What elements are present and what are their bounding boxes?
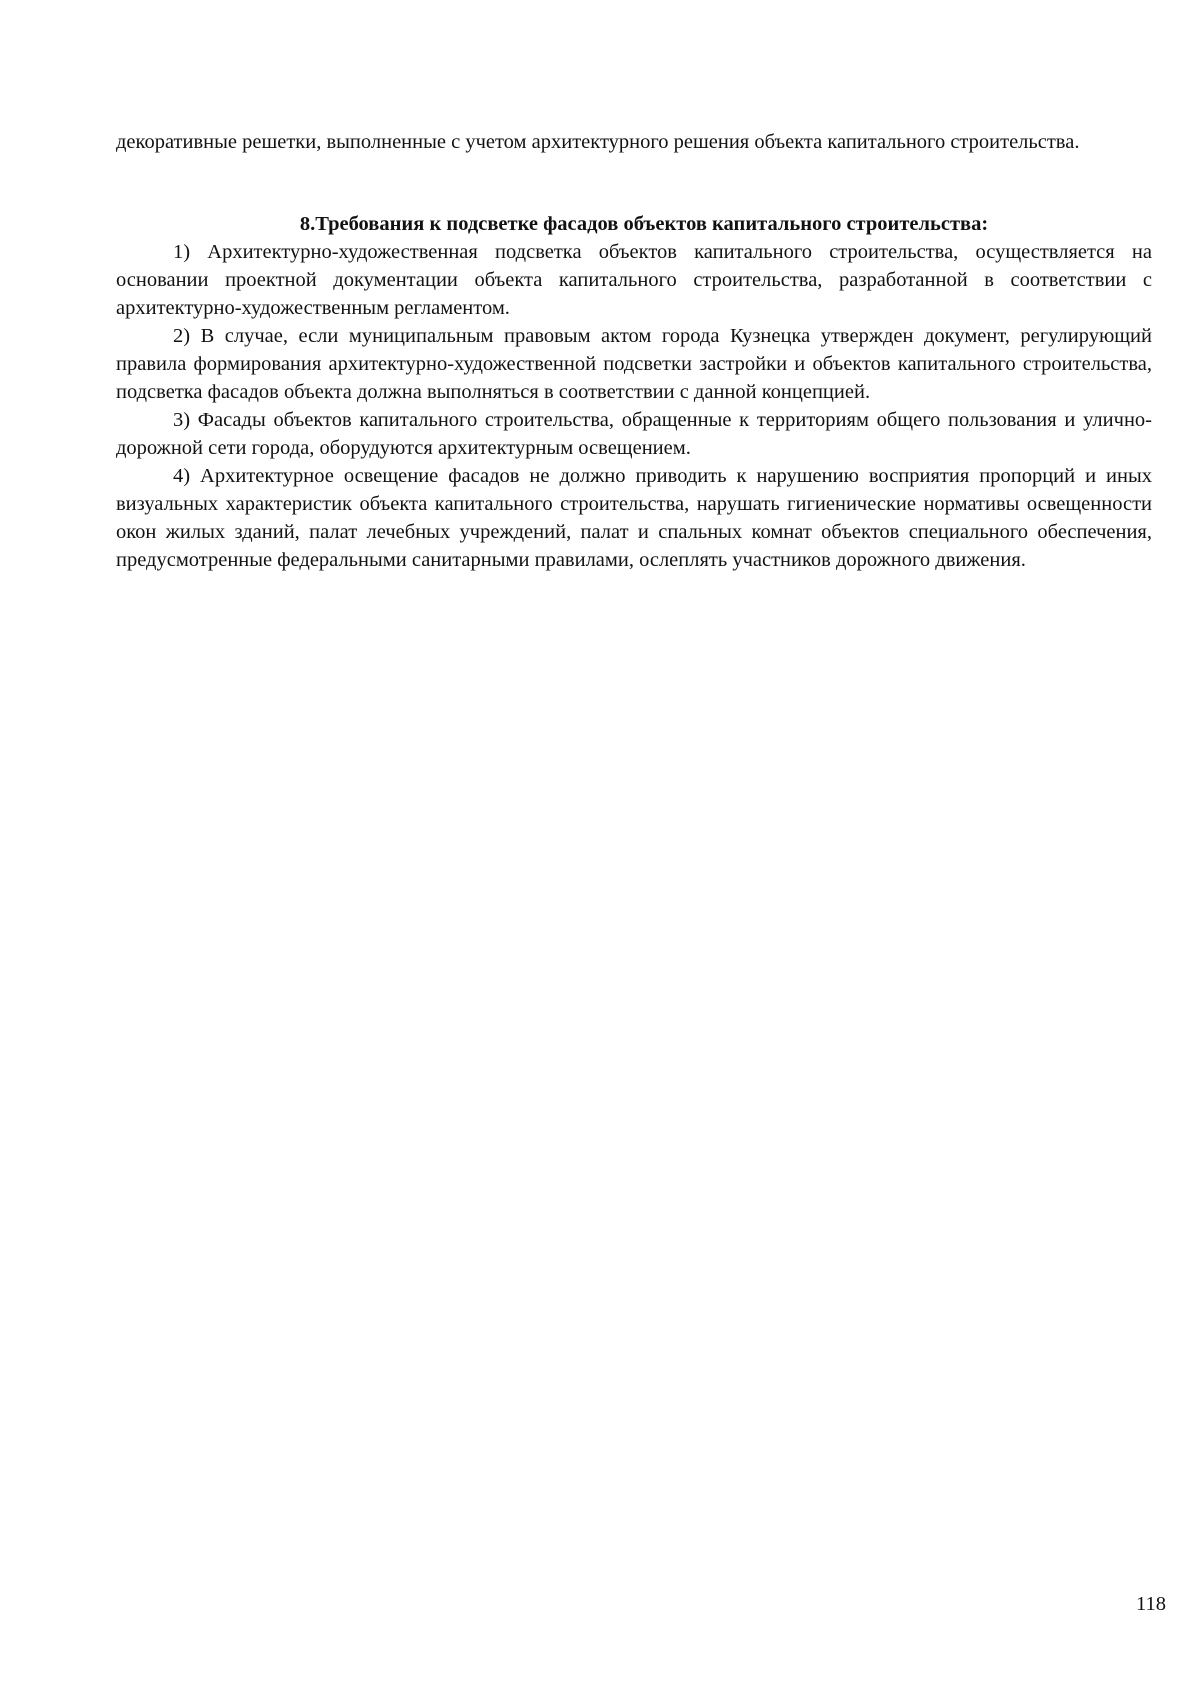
list-item-4: 4) Архитектурное освещение фасадов не должно приводить к нарушению восприятия пропорций и иных визуальных характеристик объекта капитального строительства, нарушать гигиенические нормативы освещенности окон жилых зданий, палат лечебных учреждений, палат и спальных комнат объектов специального обеспечения, предусмотренные федеральными санитарными правилами, ослеплять участников дорожного движения. <box>116 465 1152 571</box>
list-item-2: 2) В случае, если муниципальным правовым актом города Кузнецка утвержден документ, регулирующий правила формирования архитектурно-художественной подсветки застройки и объектов капитального строительства, подсветка фасадов объекта должна выполняться в соответствии с данной концепцией. <box>116 325 1152 403</box>
page-number: 118 <box>1136 1593 1166 1615</box>
section-heading: 8.Требования к подсветке фасадов объектов капитального строительства: <box>299 213 989 235</box>
list-item-1: 1) Архитектурно-художественная подсветка объектов капитального строительства, осуществляется на основании проектной документации объекта капитального строительства, разработанной в соответствии с архитектурно-художественным регламентом. <box>116 241 1152 319</box>
page-body <box>116 128 1152 574</box>
continuation-paragraph: декоративные решетки, выполненные с учетом архитектурного решения объекта капитального строительства. <box>116 131 1080 153</box>
list-item-3: 3) Фасады объектов капитального строительства, обращенные к территориям общего пользования и улично-дорожной сети города, оборудуются архитектурным освещением. <box>116 409 1152 459</box>
